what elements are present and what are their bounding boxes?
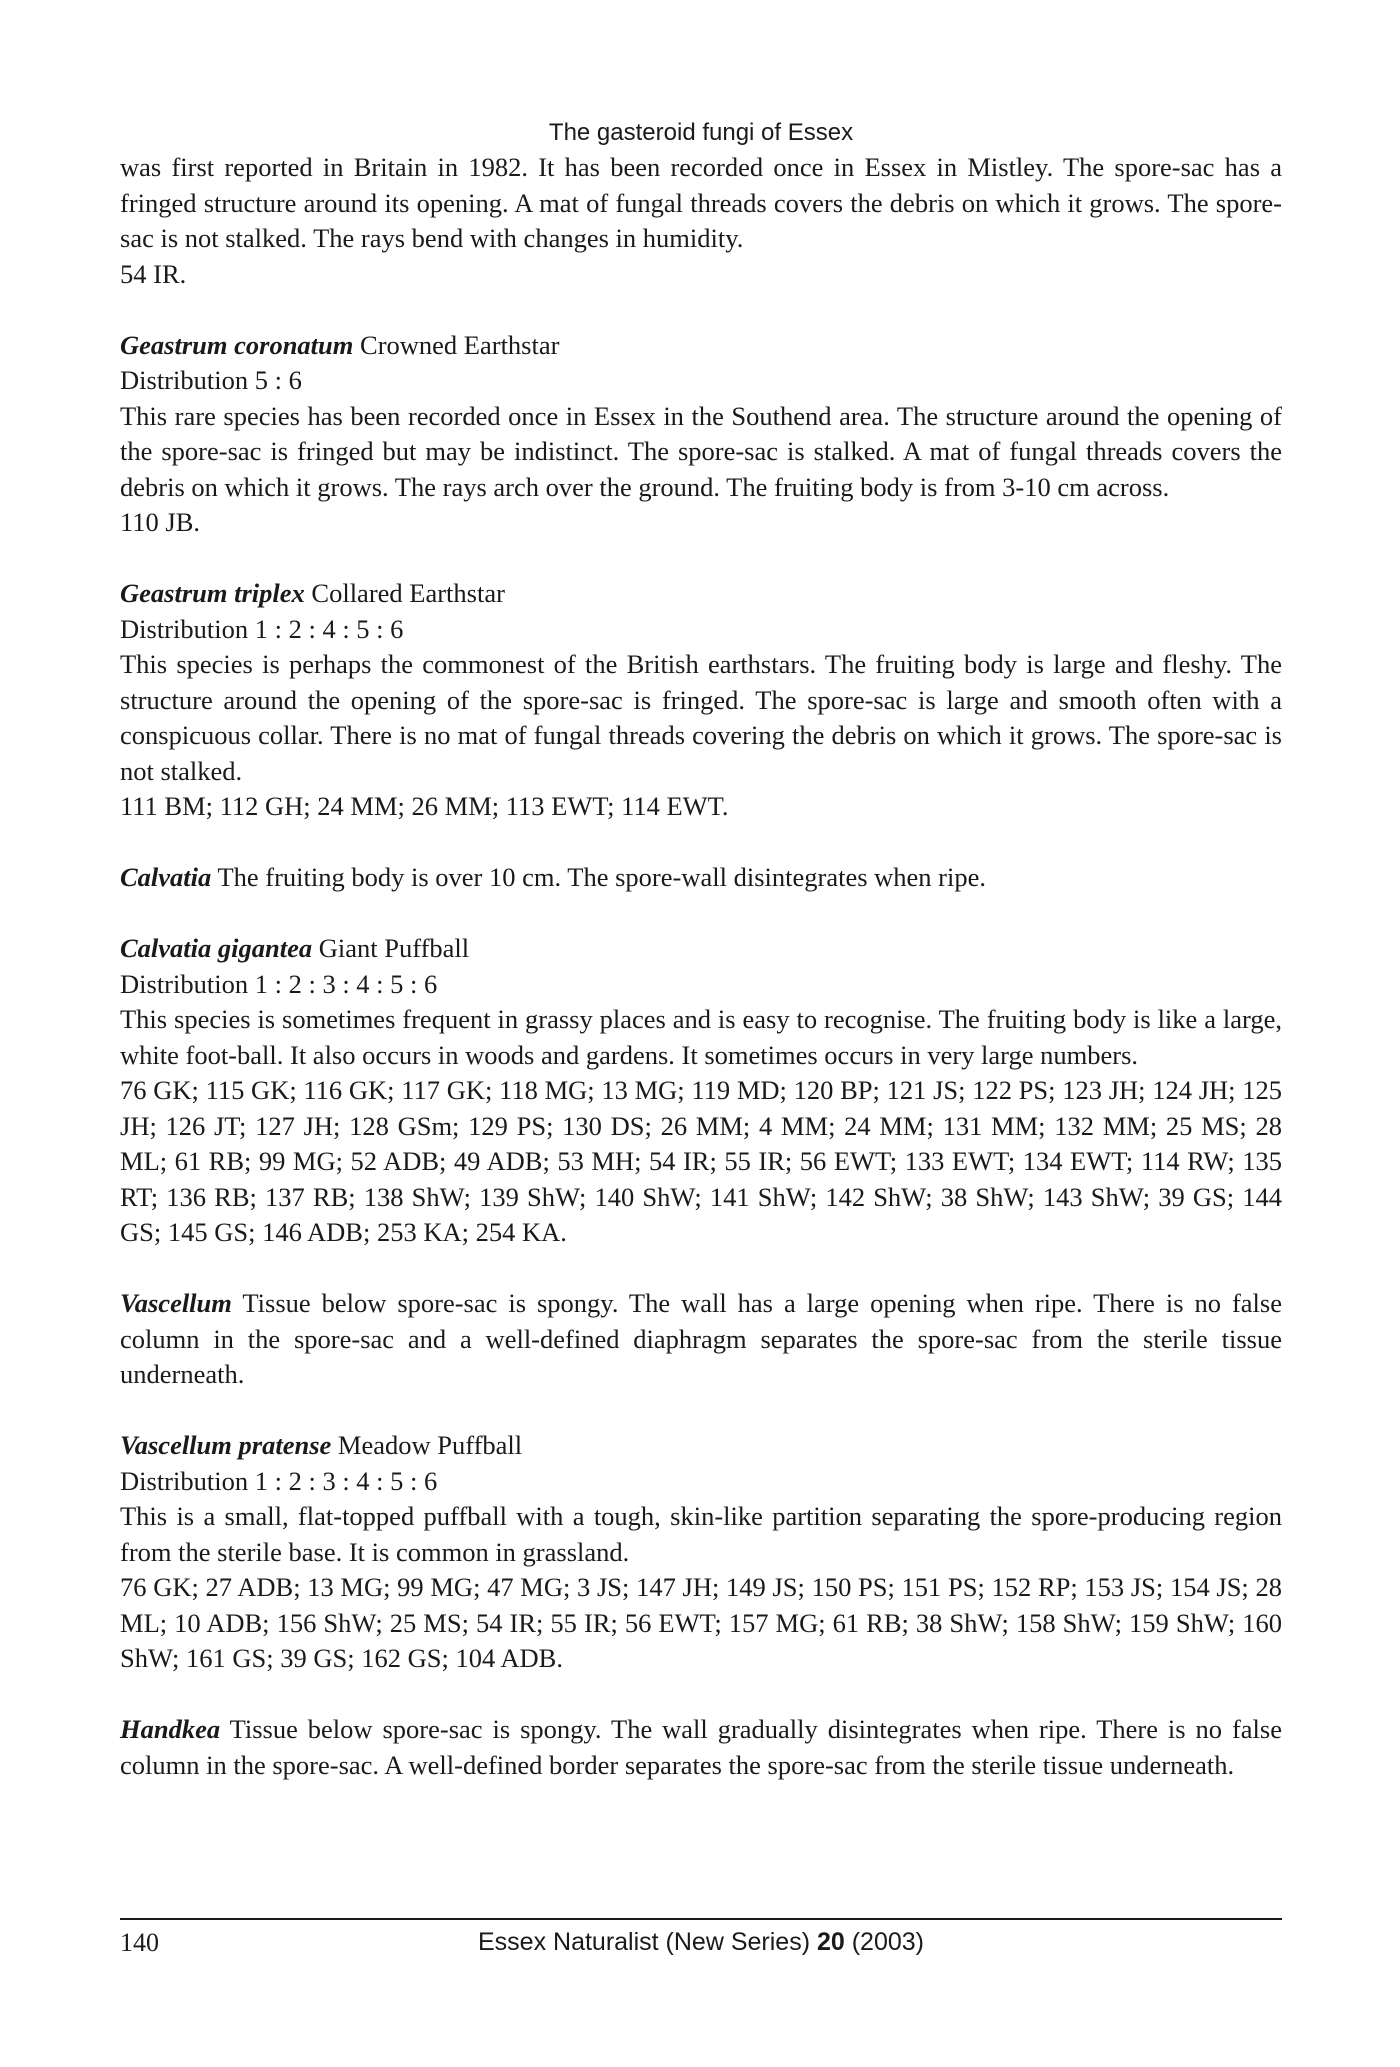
species-heading xyxy=(120,1428,1282,1464)
genus-description: Tissue below spore-sac is spongy. The wall gradually disintegrates when ripe. There is no false column in the spore-sac. A well-defined border separates the spore-sac from the sterile tissue underneath. xyxy=(120,1714,1282,1780)
species-common-name: Meadow Puffball xyxy=(337,1430,523,1460)
species-records: 76 GK; 115 GK; 116 GK; 117 GK; 118 MG; 13 MG; 119 MD; 120 BP; 121 JS; 122 PS; 123 JH; 124 JH; 125 JH; 126 JT; 127 JH; 128 GSm; 129 PS; 130 DS; 26 MM; 4 MM; 24 MM; 131 MM; 132 MM; 25 MS; 28 ML; 61 RB; 99 MG; 52 ADB; 49 ADB; 53 MH; 54 IR; 55 IR; 56 EWT; 133 EWT; 134 EWT; 114 RW; 135 RT; 136 RB; 137 RB; 138 ShW; 139 ShW; 140 ShW; 141 ShW; 142 ShW; 38 ShW; 143 ShW; 39 GS; 144 GS; 145 GS; 146 ADB; 253 KA; 254 KA. xyxy=(120,1075,1282,1247)
genus-name: Handkea xyxy=(120,1714,221,1744)
species-entry xyxy=(120,576,1282,825)
species-latin-name: Geastrum triplex xyxy=(120,578,305,608)
species-entry xyxy=(120,931,1282,1251)
genus-name: Calvatia xyxy=(120,862,212,892)
species-entry xyxy=(120,1428,1282,1677)
species-entry xyxy=(120,328,1282,541)
species-distribution: Distribution 1 : 2 : 4 : 5 : 6 xyxy=(120,613,404,644)
species-distribution: Distribution 1 : 2 : 3 : 4 : 5 : 6 xyxy=(120,968,438,999)
document-page xyxy=(120,118,1282,2038)
species-description: This rare species has been recorded once in Essex in the Southend area. The structure around the opening of the spore-sac is fringed but may be indistinct. The spore-sac is stalked. A mat of fungal threads covers the debris on which it grows. The rays arch over the ground. The fruiting body is from 3-10 cm across. xyxy=(120,400,1282,502)
footer-row xyxy=(120,1928,1282,1968)
footer-rule xyxy=(120,1918,1282,1920)
species-distribution: Distribution 1 : 2 : 3 : 4 : 5 : 6 xyxy=(120,1465,438,1496)
species-common-name: Collared Earthstar xyxy=(311,578,505,608)
species-records: 111 BM; 112 GH; 24 MM; 26 MM; 113 EWT; 114 EWT. xyxy=(120,791,729,821)
journal-title: Essex Naturalist (New Series) xyxy=(477,1928,811,1956)
intro-text: was first reported in Britain in 1982. It has been recorded once in Essex in Mistley. The spore-sac has a fringed structure around its opening. A mat of fungal threads covers the debris on which it grows. The spore-sac is not stalked. The rays bend with changes in humidity. xyxy=(120,152,1282,253)
species-heading xyxy=(120,328,1282,364)
species-description: This species is perhaps the commonest of the British earthstars. The fruiting body is large and fleshy. The structure around the opening of the spore-sac is fringed. The spore-sac is large and smooth often with a conspicuous collar. There is no mat of fungal threads covering the debris on which it grows. The spore-sac is not stalked. xyxy=(120,649,1282,786)
genus-description: The fruiting body is over 10 cm. The spore-wall disintegrates when ripe. xyxy=(217,862,986,892)
species-latin-name: Calvatia gigantea xyxy=(120,933,313,963)
journal-citation xyxy=(120,1928,1282,1957)
species-latin-name: Vascellum pratense xyxy=(120,1430,332,1460)
species-description: This species is sometimes frequent in grassy places and is easy to recognise. The fruiting body is like a large, white foot-ball. It also occurs in woods and gardens. It sometimes occurs in very large numbers. xyxy=(120,1004,1282,1070)
species-common-name: Giant Puffball xyxy=(318,933,470,963)
intro-block xyxy=(120,150,1282,292)
species-heading xyxy=(120,576,1282,612)
journal-volume: 20 xyxy=(816,1928,845,1956)
genus-entry xyxy=(120,860,1282,896)
intro-records: 54 IR. xyxy=(120,258,187,289)
species-latin-name: Geastrum coronatum xyxy=(120,329,354,360)
species-records: 76 GK; 27 ADB; 13 MG; 99 MG; 47 MG; 3 JS; 147 JH; 149 JS; 150 PS; 151 PS; 152 RP; 153 JS; 154 JS; 28 ML; 10 ADB; 156 ShW; 25 MS; 54 IR; 55 IR; 56 EWT; 157 MG; 61 RB; 38 ShW; 158 ShW; 159 ShW; 160 ShW; 161 GS; 39 GS; 162 GS; 104 ADB. xyxy=(120,1572,1282,1673)
species-common-name: Crowned Earthstar xyxy=(360,329,560,360)
species-description: This is a small, flat-topped puffball with a tough, skin-like partition separating the spore-producing region from the sterile base. It is common in grassland. xyxy=(120,1501,1282,1567)
genus-paragraph xyxy=(120,1286,1282,1393)
species-heading xyxy=(120,931,1282,967)
genus-entry xyxy=(120,1286,1282,1393)
page-number: 140 xyxy=(120,1928,159,1957)
document-body xyxy=(120,150,1282,1783)
page-footer xyxy=(120,1918,1282,1968)
genus-name: Vascellum xyxy=(120,1288,232,1318)
species-distribution: Distribution 5 : 6 xyxy=(120,365,302,395)
genus-paragraph xyxy=(120,1712,1282,1783)
journal-year: (2003) xyxy=(851,1928,924,1956)
running-title: The gasteroid fungi of Essex xyxy=(548,119,854,146)
genus-entry xyxy=(120,1712,1282,1783)
species-records: 110 JB. xyxy=(120,507,201,537)
genus-paragraph xyxy=(120,860,1282,896)
genus-description: Tissue below spore-sac is spongy. The wall has a large opening when ripe. There is no false column in the spore-sac and a well-defined diaphragm separates the spore-sac from the sterile tissue underneath. xyxy=(120,1288,1282,1389)
